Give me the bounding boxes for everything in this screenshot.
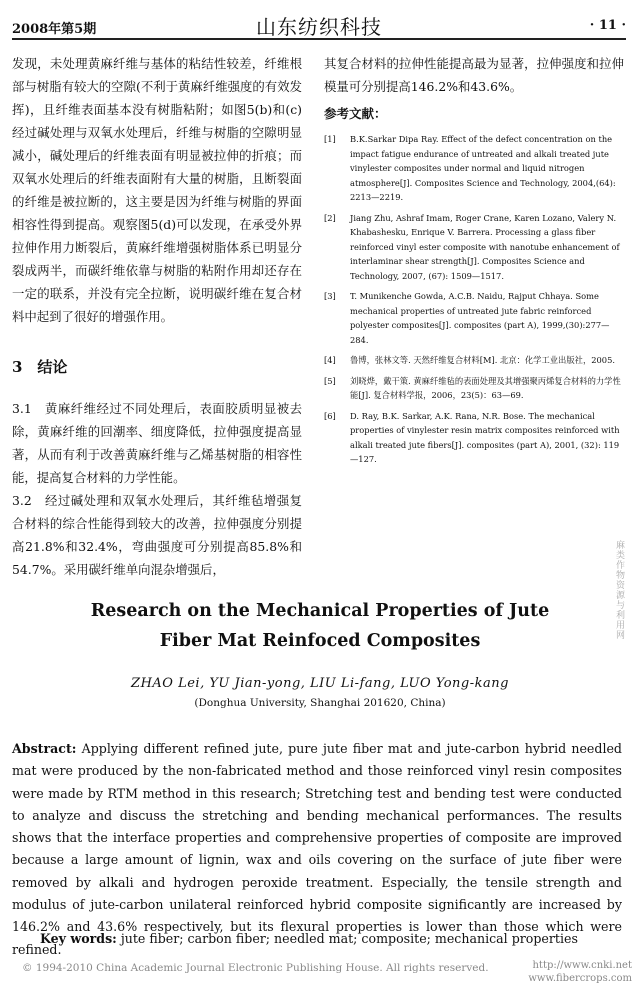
abstract-label: Abstract: xyxy=(12,741,77,756)
reference-list xyxy=(324,132,624,467)
keywords xyxy=(40,931,622,946)
page-number: · 11 · xyxy=(589,18,626,33)
reference-number: [2] xyxy=(324,212,336,223)
affiliation: (Donghua University, Shanghai 201620, China) xyxy=(194,697,446,709)
journal-title: 山东纺织科技 xyxy=(256,15,382,39)
keywords-text: jute fiber; carbon fiber; needled mat; composite; mechanical properties xyxy=(116,931,578,946)
discussion-paragraph: 发现，未处理黄麻纤维与基体的粘结性较差，纤维根部与树脂有较大的空隙(不利于黄麻纤维强度的有效发挥)，且纤维表面基本没有树脂粘附；如图5(b)和(c)经过碱处理与双氧水处理后，纤维与树脂的空隙明显减小，碱处理后的纤维表面有明显被拉伸的折痕；而双氧水处理后的纤维表面附有大量的树脂，且断裂面的纤维是被拉断的，这主要是因为纤维与树脂的界面相容性得到提高。观察图5(d)可以发现，在承受外界拉伸作用力断裂后，黄麻纤维增强树脂体系已明显分裂成两半，而碳纤维依靠与树脂的粘附作用却还存在一定的联系，并没有完全拉断，说明碳纤维在复合材料中起到了很好的增强作用。 xyxy=(12,56,302,324)
reference-item xyxy=(324,409,624,467)
site-link-fibercrops[interactable]: www.fibercrops.com xyxy=(528,973,632,984)
reference-number: [5] xyxy=(324,375,336,386)
keywords-label: Key words: xyxy=(40,931,117,946)
reference-number: [4] xyxy=(324,355,336,365)
reference-text: D. Ray, B.K. Sarkar, A.K. Rana, N.R. Bose. The mechanical properties of vinylester resin matrix composites reinforced with alkali treated jute fibers[J]. composites (part A), 2001, (32): 119—127. xyxy=(350,410,620,464)
conclusion-continued: 其复合材料的拉伸性能提高最为显著，拉伸强度和拉伸模量可分别提高146.2%和43.6%。 xyxy=(324,56,624,94)
reference-number: [1] xyxy=(324,134,336,144)
right-column xyxy=(324,52,624,473)
reference-text: Jiang Zhu, Ashraf Imam, Roger Crane, Karen Lozano, Valery N. Khabashesku, Enrique V. Barrera. Processing a glass fiber reinforced vinyl ester composite with nanotube enhancement of interlaminar shear strength[J]. Composites Science and Technology, 2007, (67): 1509—1517. xyxy=(350,212,620,281)
authors: ZHAO Lei, YU Jian-yong, LIU Li-fang, LUO Yong-kang xyxy=(131,676,509,691)
reference-text: 鲁博，张林文等. 天然纤维复合材料[M]. 北京：化学工业出版社，2005. xyxy=(350,355,615,365)
reference-number: [3] xyxy=(324,291,336,301)
reference-item xyxy=(324,211,624,284)
reference-item xyxy=(324,353,624,368)
reference-item xyxy=(324,289,624,347)
conclusion-3-1: 3.1 黄麻纤维经过不同处理后，表面胶质明显被去除，黄麻纤维的回潮率、细度降低，拉伸强度提高显著，从而有利于改善黄麻纤维与乙烯基树脂的相容性能，提高复合材料的力学性能。 xyxy=(12,401,302,485)
reference-number: [6] xyxy=(324,410,336,421)
page-header xyxy=(12,8,626,40)
english-title xyxy=(0,596,640,656)
issue-label: 2008年第5期 xyxy=(12,22,97,37)
reference-text: T. Munikenche Gowda, A.C.B. Naidu, Rajput Chhaya. Some mechanical properties of untreated jute fabric reinforced polyester composites[J]. composites (part A), 1999,(30):277—284. xyxy=(350,291,610,345)
references-title: 参考文献： xyxy=(324,106,387,121)
site-link-cnki[interactable]: http://www.cnki.net xyxy=(532,960,632,971)
section-title-conclusion: 3 结论 xyxy=(12,358,68,376)
abstract xyxy=(12,738,622,961)
abstract-text: Applying different refined jute, pure jute fiber mat and jute-carbon hybrid needled mat were produced by the non-fabricated method and those reinforced vinyl resin composites were made by RTM method in this research; Stretching test and bending test were conducted to analyze and discuss the stretching and bending mechanical performances. The results shows that the interface properties and comprehensive properties of composite are improved because a large amount of lignin, wax and oils covering on the surface of jute fiber were removed by alkali and hydrogen peroxide treatment. Especially, the tensile strength and modulus of jute-carbon unilateral reinforced hybrid composite significantly are increased by 146.2% and 43.6% respectively, but its flexural properties is lower than those which were refined. xyxy=(12,741,622,957)
reference-text: 刘晓烨，戴干策. 黄麻纤维毡的表面处理及其增强聚丙烯复合材料的力学性能[J]. 复合材料学报，2006，23(5)：63—69. xyxy=(350,375,621,400)
copyright-notice: © 1994-2010 China Academic Journal Electronic Publishing House. All rights reserved. xyxy=(22,962,489,974)
side-watermark: 麻类作物资源与利用网 xyxy=(614,540,624,640)
reference-item xyxy=(324,374,624,403)
english-title-line2: Fiber Mat Reinfoced Composites xyxy=(159,631,481,651)
left-column xyxy=(12,52,302,581)
site-credits xyxy=(528,959,632,985)
conclusion-3-2: 3.2 经过碱处理和双氧水处理后，其纤维毡增强复合材料的综合性能得到较大的改善，拉伸强度分别提高21.8%和32.4%，弯曲强度可分别提高85.8%和54.7%。采用碳纤维单向混杂增强后， xyxy=(12,493,302,577)
reference-text: B.K.Sarkar Dipa Ray. Effect of the defect concentration on the impact fatigue endurance of untreated and alkali treated jute vinylester composites under normal and liquid nitrogen atmosphere[J]. Composites Science and Technology, 2004,(64): 2213—2219. xyxy=(350,134,616,202)
english-title-line1: Research on the Mechanical Properties of Jute xyxy=(90,601,550,621)
reference-item xyxy=(324,132,624,205)
